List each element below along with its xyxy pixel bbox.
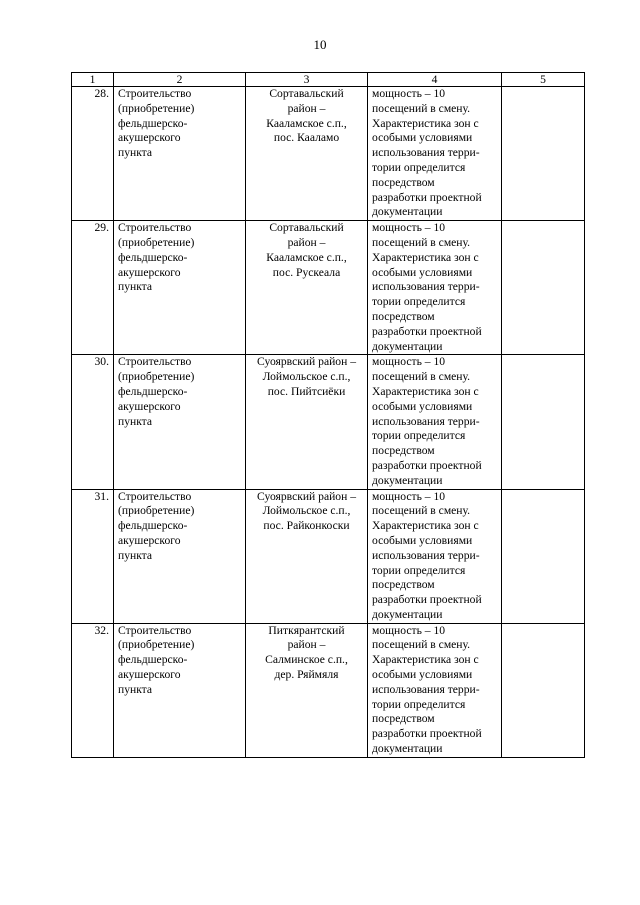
column-header: 2 [114, 73, 246, 87]
object-name-cell-line: акушерского [118, 668, 181, 682]
column-header: 4 [368, 73, 502, 87]
characteristics-cell-line: Характеристика зон с [372, 519, 479, 533]
characteristics-cell-line: особыми условиями [372, 265, 473, 279]
characteristics-cell-line: мощность – 10 [372, 355, 446, 369]
location-cell [246, 87, 368, 221]
page-number: 10 [313, 37, 327, 52]
table-row [72, 221, 585, 355]
characteristics-cell-line: посредством [372, 712, 435, 726]
characteristics-cell-line: посещений в смену. [372, 638, 471, 652]
characteristics-cell-line: документации [372, 473, 443, 487]
location-cell-line: Суоярвский район – [257, 489, 356, 503]
object-name-cell-line: фельдшерско- [118, 250, 188, 264]
characteristics-cell-line: посещений в смену. [372, 101, 471, 115]
location-cell-line: пос. Кааламо [273, 131, 340, 145]
characteristics-cell-line: документации [372, 339, 443, 353]
characteristics-cell-line: использования терри- [372, 414, 480, 428]
row-number: 31. [72, 489, 114, 623]
object-name-cell-line: фельдшерско- [118, 519, 188, 533]
column-header: 1 [72, 73, 114, 87]
characteristics-cell-line: посещений в смену. [372, 370, 471, 384]
characteristics-cell-line: разработки проектной [372, 593, 482, 607]
table-row [72, 87, 585, 221]
column-header: 5 [502, 73, 585, 87]
characteristics-cell [368, 87, 502, 221]
table-row [72, 623, 585, 757]
characteristics-cell-line: мощность – 10 [372, 489, 446, 503]
location-cell-line: Питкярантский [268, 623, 345, 637]
characteristics-cell-line: тории определится [372, 295, 466, 309]
object-name-cell-line: акушерского [118, 131, 181, 145]
object-name-cell-line: фельдшерско- [118, 116, 188, 130]
column-5-cell [502, 623, 585, 757]
characteristics-cell-line: мощность – 10 [372, 221, 446, 235]
characteristics-cell-line: особыми условиями [372, 399, 473, 413]
characteristics-cell-line: использования терри- [372, 548, 480, 562]
location-cell [246, 489, 368, 623]
location-cell-line: пос. Рускеала [272, 265, 341, 279]
characteristics-cell [368, 221, 502, 355]
column-5-cell [502, 489, 585, 623]
characteristics-cell-line: посещений в смену. [372, 504, 471, 518]
location-cell-line: район – [287, 235, 326, 249]
object-name-cell-line: Строительство [118, 87, 192, 100]
characteristics-cell-line: особыми условиями [372, 533, 473, 547]
characteristics-cell-line: тории определится [372, 563, 466, 577]
location-cell-line: Кааламское с.п., [266, 250, 347, 264]
object-name-cell [114, 87, 246, 221]
characteristics-cell-line: разработки проектной [372, 190, 482, 204]
characteristics-cell-line: разработки проектной [372, 727, 482, 741]
table-row [72, 355, 585, 489]
location-cell-line: пос. Пийтсиёки [267, 384, 346, 398]
object-name-cell-line: (приобретение) [118, 101, 195, 115]
object-name-cell-line: акушерского [118, 399, 181, 413]
characteristics-cell-line: мощность – 10 [372, 623, 446, 637]
object-name-cell [114, 221, 246, 355]
object-name-cell-line: акушерского [118, 265, 181, 279]
characteristics-cell-line: Характеристика зон с [372, 250, 479, 264]
location-cell [246, 221, 368, 355]
object-name-cell-line: пункта [118, 414, 153, 428]
row-number: 28. [72, 87, 114, 221]
characteristics-cell-line: тории определится [372, 160, 466, 174]
characteristics-cell-line: посредством [372, 578, 435, 592]
characteristics-cell-line: тории определится [372, 697, 466, 711]
location-cell-line: Суоярвский район – [257, 355, 356, 369]
document-table [71, 72, 585, 758]
characteristics-cell-line: особыми условиями [372, 668, 473, 682]
object-name-cell-line: Строительство [118, 623, 192, 637]
object-name-cell-line: пункта [118, 280, 153, 294]
row-number: 29. [72, 221, 114, 355]
characteristics-cell-line: Характеристика зон с [372, 384, 479, 398]
characteristics-cell-line: документации [372, 205, 443, 219]
location-cell-line: Лоймольское с.п., [262, 504, 351, 518]
object-name-cell-line: пункта [118, 682, 153, 696]
characteristics-cell-line: мощность – 10 [372, 87, 446, 100]
location-cell-line: Сортавальский [269, 221, 344, 235]
object-name-cell-line: фельдшерско- [118, 384, 188, 398]
object-name-cell-line: акушерского [118, 533, 181, 547]
characteristics-cell-line: разработки проектной [372, 324, 482, 338]
object-name-cell-line: Строительство [118, 221, 192, 235]
characteristics-cell [368, 489, 502, 623]
object-name-cell [114, 489, 246, 623]
object-name-cell-line: фельдшерско- [118, 653, 188, 667]
characteristics-cell-line: посредством [372, 309, 435, 323]
column-5-cell [502, 87, 585, 221]
characteristics-cell [368, 355, 502, 489]
location-cell-line: Салминское с.п., [265, 653, 348, 667]
table-header-row [72, 73, 585, 87]
location-cell-line: Лоймольское с.п., [262, 370, 351, 384]
object-name-cell [114, 623, 246, 757]
table-row [72, 489, 585, 623]
object-name-cell-line: (приобретение) [118, 504, 195, 518]
object-name-cell-line: (приобретение) [118, 370, 195, 384]
characteristics-cell-line: использования терри- [372, 146, 480, 160]
characteristics-cell-line: посредством [372, 444, 435, 458]
object-name-cell-line: Строительство [118, 489, 192, 503]
characteristics-cell-line: использования терри- [372, 280, 480, 294]
object-name-cell-line: пункта [118, 146, 153, 160]
location-cell-line: район – [287, 638, 326, 652]
object-name-cell [114, 355, 246, 489]
column-5-cell [502, 355, 585, 489]
characteristics-cell-line: посещений в смену. [372, 235, 471, 249]
location-cell-line: Сортавальский [269, 87, 344, 100]
column-5-cell [502, 221, 585, 355]
location-cell [246, 623, 368, 757]
characteristics-cell-line: использования терри- [372, 682, 480, 696]
characteristics-cell-line: Характеристика зон с [372, 116, 479, 130]
characteristics-cell-line: документации [372, 742, 443, 756]
location-cell-line: пос. Райконкоски [263, 519, 350, 533]
characteristics-cell-line: разработки проектной [372, 458, 482, 472]
characteristics-cell-line: особыми условиями [372, 131, 473, 145]
row-number: 30. [72, 355, 114, 489]
object-name-cell-line: (приобретение) [118, 235, 195, 249]
characteristics-cell-line: посредством [372, 175, 435, 189]
characteristics-cell-line: тории определится [372, 429, 466, 443]
characteristics-cell-line: документации [372, 607, 443, 621]
characteristics-cell [368, 623, 502, 757]
object-name-cell-line: (приобретение) [118, 638, 195, 652]
object-name-cell-line: Строительство [118, 355, 192, 369]
characteristics-cell-line: Характеристика зон с [372, 653, 479, 667]
column-header: 3 [246, 73, 368, 87]
location-cell-line: Кааламское с.п., [266, 116, 347, 130]
location-cell-line: дер. Ряймяля [274, 668, 339, 682]
location-cell-line: район – [287, 101, 326, 115]
location-cell [246, 355, 368, 489]
object-name-cell-line: пункта [118, 548, 153, 562]
row-number: 32. [72, 623, 114, 757]
